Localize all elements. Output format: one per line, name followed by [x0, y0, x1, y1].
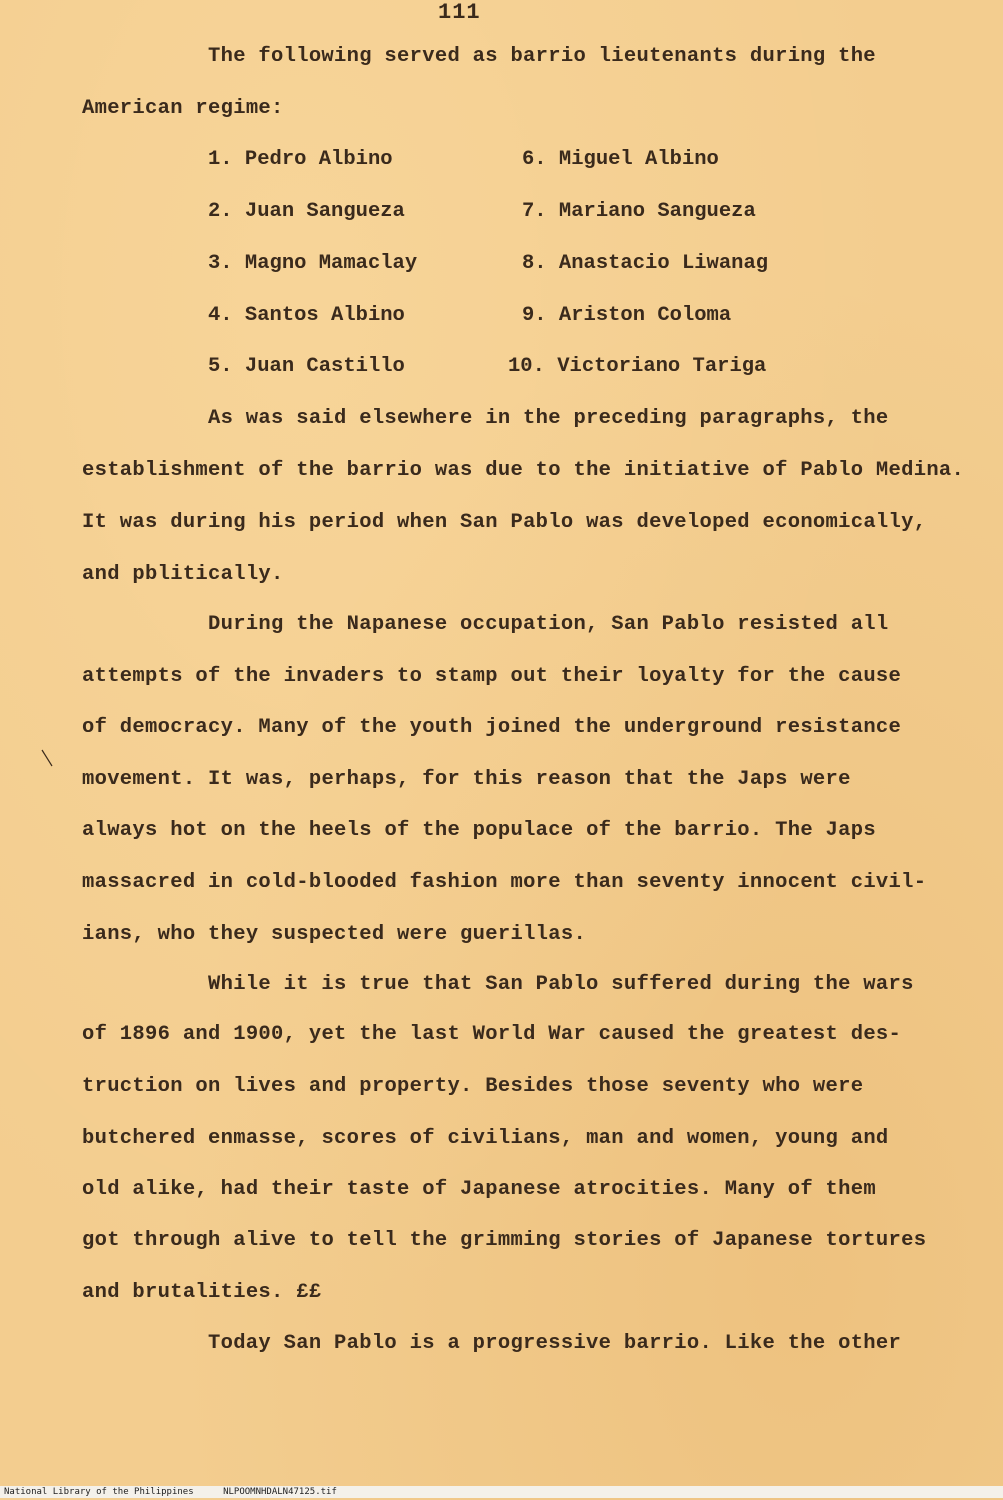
paragraph-line: While it is true that San Pablo suffered during the wars [208, 973, 914, 996]
list-item-number: 6. [522, 148, 547, 171]
list-item-name: Juan Castillo [244, 355, 405, 378]
paragraph-line: It was during his period when San Pablo was developed economically, [82, 511, 927, 534]
list-item-number: 10. [508, 355, 545, 378]
list-item-number: 2. [208, 200, 233, 223]
list-item [522, 303, 731, 329]
list-item-name: Miguel Albino [558, 148, 719, 171]
list-item [208, 147, 393, 173]
paragraph-line: of 1896 and 1900, yet the last World War caused the greatest des- [82, 1023, 902, 1046]
list-item-name: Mariano Sangueza [558, 200, 756, 223]
list-item-number: 8. [522, 252, 547, 275]
list-item-number: 7. [522, 200, 547, 223]
paragraph-line: massacred in cold-blooded fashion more than seventy innocent civil- [82, 871, 927, 894]
paragraph-line: always hot on the heels of the populace of the barrio. The Japs [82, 819, 876, 842]
list-item-name: Pedro Albino [244, 148, 393, 171]
list-item [522, 147, 719, 173]
list-item [208, 199, 405, 225]
footer-file: NLPOOMNHDALN47125.tif [223, 1487, 337, 1497]
paragraph-line: old alike, had their taste of Japanese atrocities. Many of them [82, 1178, 876, 1201]
list-item-name: Victoriano Tariga [557, 355, 767, 378]
list-item-number: 9. [522, 304, 547, 327]
paragraph-line: attempts of the invaders to stamp out their loyalty for the cause [82, 665, 902, 688]
paragraph-line: and pblitically. [82, 563, 284, 586]
paragraph-line: movement. It was, perhaps, for this reason that the Japs were [82, 768, 851, 791]
list-item-number: 5. [208, 355, 233, 378]
paragraph-line: and brutalities. ££ [82, 1281, 322, 1304]
paragraph-line: truction on lives and property. Besides those seventy who were [82, 1075, 864, 1098]
list-item-number: 3. [208, 252, 233, 275]
paragraph-line: butchered enmasse, scores of civilians, man and women, young and [82, 1127, 889, 1150]
list-item [208, 354, 405, 380]
paragraph-line: As was said elsewhere in the preceding paragraphs, the [208, 407, 889, 430]
margin-mark [40, 748, 54, 768]
intro-line: American regime: [82, 97, 284, 120]
paragraph-line: establishment of the barrio was due to the initiative of Pablo Medina. [82, 459, 965, 482]
list-item-number: 1. [208, 148, 233, 171]
list-item-name: Santos Albino [244, 304, 405, 327]
paragraph-line: ians, who they suspected were guerillas. [82, 923, 587, 946]
intro-line: The following served as barrio lieutenants during the [208, 45, 876, 68]
list-item-name: Anastacio Liwanag [558, 252, 769, 275]
list-item [522, 251, 768, 277]
page-number: 111 [438, 0, 481, 25]
list-item-name: Magno Mamaclay [244, 252, 418, 275]
paragraph-line: Today San Pablo is a progressive barrio. Like the other [208, 1332, 902, 1355]
list-item-number: 4. [208, 304, 233, 327]
list-item [508, 354, 766, 380]
paragraph-line: of democracy. Many of the youth joined the underground resistance [82, 716, 902, 739]
list-item-name: Ariston Coloma [558, 304, 732, 327]
paragraph-line: During the Napanese occupation, San Pablo resisted all [208, 613, 889, 636]
list-item [208, 251, 417, 277]
list-item [522, 199, 756, 225]
scan-footer [0, 1486, 1003, 1498]
footer-library: National Library of the Philippines [4, 1487, 194, 1497]
list-item [208, 303, 405, 329]
list-item-name: Juan Sangueza [244, 200, 405, 223]
paragraph-line: got through alive to tell the grimming stories of Japanese tortures [82, 1229, 927, 1252]
